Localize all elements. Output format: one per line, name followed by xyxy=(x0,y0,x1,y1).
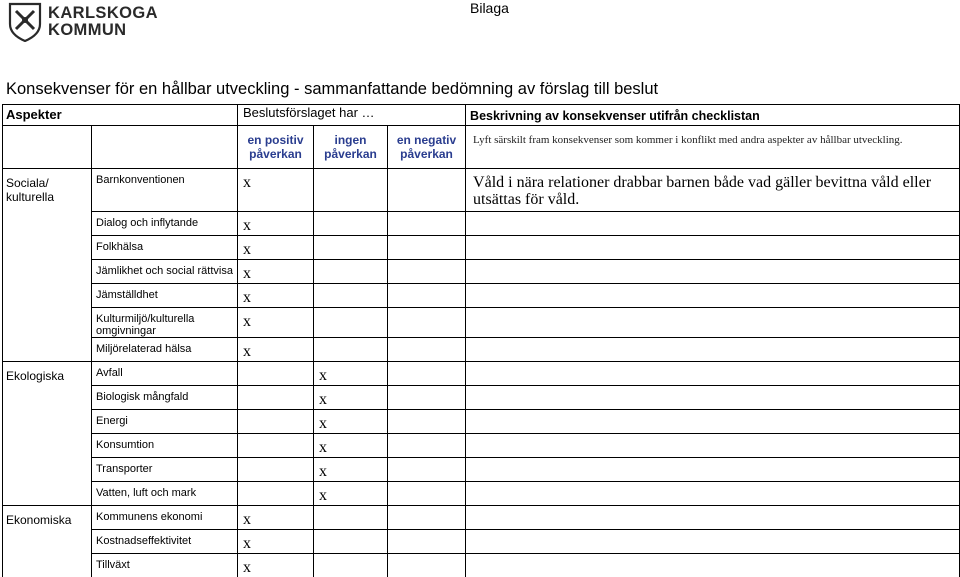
aspect-cell: Energi xyxy=(92,410,238,434)
mark-ingen: x xyxy=(314,362,388,386)
mark-ingen: x xyxy=(314,434,388,458)
lyft-instruction: Lyft särskilt fram konsekvenser som kommer i konflikt med andra aspekter av hållbar utveckling. xyxy=(466,126,960,169)
mark-ingen xyxy=(314,530,388,554)
mark-positiv xyxy=(238,362,314,386)
aspect-spacer xyxy=(92,126,238,169)
aspect-cell: Vatten, luft och mark xyxy=(92,482,238,506)
mark-positiv xyxy=(238,386,314,410)
mark-ingen xyxy=(314,212,388,236)
mark-positiv xyxy=(238,458,314,482)
table-row xyxy=(3,308,960,338)
mark-negativ xyxy=(388,506,466,530)
mark-negativ xyxy=(388,482,466,506)
beskrivning-header: Beskrivning av konsekvenser utifrån checklistan xyxy=(466,105,960,126)
mark-positiv: x xyxy=(238,554,314,577)
page-title: Konsekvenser för en hållbar utveckling - sammanfattande bedömning av förslag till beslut xyxy=(6,80,659,98)
mark-negativ xyxy=(388,458,466,482)
mark-positiv xyxy=(238,482,314,506)
mark-positiv: x xyxy=(238,284,314,308)
category-cell: Sociala/ kulturella xyxy=(3,169,92,362)
mark-ingen: x xyxy=(314,410,388,434)
aspect-cell: Transporter xyxy=(92,458,238,482)
aspekter-header: Aspekter xyxy=(3,105,238,126)
category-cell: Ekonomiska xyxy=(3,506,92,577)
category-spacer xyxy=(3,126,92,169)
mark-ingen: x xyxy=(314,386,388,410)
mark-ingen xyxy=(314,236,388,260)
table-row xyxy=(3,169,960,212)
table-row xyxy=(3,434,960,458)
description-cell xyxy=(466,554,960,577)
description-cell xyxy=(466,434,960,458)
aspect-cell: Konsumtion xyxy=(92,434,238,458)
aspect-cell: Miljörelaterad hälsa xyxy=(92,338,238,362)
aspect-cell: Folkhälsa xyxy=(92,236,238,260)
description-cell xyxy=(466,458,960,482)
aspect-cell: Kommunens ekonomi xyxy=(92,506,238,530)
mark-ingen: x xyxy=(314,482,388,506)
col-ingen-header: ingen påverkan xyxy=(314,126,388,169)
col-negativ-header: en negativ påverkan xyxy=(388,126,466,169)
mark-positiv: x xyxy=(238,260,314,284)
mark-negativ xyxy=(388,434,466,458)
mark-negativ xyxy=(388,362,466,386)
mark-positiv: x xyxy=(238,212,314,236)
table-row xyxy=(3,284,960,308)
description-cell xyxy=(466,260,960,284)
karlskoga-logo xyxy=(8,2,158,44)
table-row xyxy=(3,458,960,482)
aspect-cell: Jämställdhet xyxy=(92,284,238,308)
mark-negativ xyxy=(388,554,466,577)
table-row xyxy=(3,530,960,554)
description-cell xyxy=(466,284,960,308)
bilaga-label: Bilaga xyxy=(470,0,509,16)
description-cell xyxy=(466,386,960,410)
mark-ingen xyxy=(314,554,388,577)
table-row xyxy=(3,482,960,506)
description-cell xyxy=(466,308,960,338)
assessment-table xyxy=(2,104,960,577)
mark-ingen xyxy=(314,284,388,308)
table-row xyxy=(3,386,960,410)
mark-ingen: x xyxy=(314,458,388,482)
table-row xyxy=(3,554,960,577)
logo-line-1: KARLSKOGA xyxy=(48,4,158,22)
table-row xyxy=(3,362,960,386)
table-row xyxy=(3,338,960,362)
mark-negativ xyxy=(388,284,466,308)
mark-ingen xyxy=(314,169,388,212)
description-cell xyxy=(466,212,960,236)
mark-ingen xyxy=(314,506,388,530)
mark-negativ xyxy=(388,236,466,260)
table-row xyxy=(3,410,960,434)
aspect-cell: Jämlikhet och social rättvisa xyxy=(92,260,238,284)
table-row xyxy=(3,236,960,260)
category-cell: Ekologiska xyxy=(3,362,92,506)
mark-negativ xyxy=(388,338,466,362)
mark-positiv: x xyxy=(238,338,314,362)
beslut-header: Beslutsförslaget har … xyxy=(238,105,466,126)
description-cell xyxy=(466,530,960,554)
mark-positiv xyxy=(238,410,314,434)
mark-positiv: x xyxy=(238,169,314,212)
coat-of-arms-icon xyxy=(8,2,42,42)
aspect-cell: Kulturmiljö/kulturella omgivningar xyxy=(92,308,238,338)
table-row xyxy=(3,212,960,236)
mark-negativ xyxy=(388,212,466,236)
table-row xyxy=(3,260,960,284)
mark-positiv: x xyxy=(238,308,314,338)
mark-negativ xyxy=(388,169,466,212)
description-cell xyxy=(466,338,960,362)
mark-negativ xyxy=(388,410,466,434)
aspect-cell: Barnkonventionen xyxy=(92,169,238,212)
mark-negativ xyxy=(388,386,466,410)
mark-positiv: x xyxy=(238,530,314,554)
mark-ingen xyxy=(314,338,388,362)
mark-negativ xyxy=(388,308,466,338)
mark-negativ xyxy=(388,530,466,554)
description-cell xyxy=(466,482,960,506)
description-cell xyxy=(466,236,960,260)
aspect-cell: Avfall xyxy=(92,362,238,386)
mark-ingen xyxy=(314,260,388,284)
aspect-cell: Biologisk mångfald xyxy=(92,386,238,410)
aspect-cell: Kostnadseffektivitet xyxy=(92,530,238,554)
description-cell xyxy=(466,410,960,434)
mark-positiv: x xyxy=(238,506,314,530)
aspect-cell: Tillväxt xyxy=(92,554,238,577)
mark-negativ xyxy=(388,260,466,284)
mark-ingen xyxy=(314,308,388,338)
mark-positiv xyxy=(238,434,314,458)
col-positiv-header: en positiv påverkan xyxy=(238,126,314,169)
description-cell xyxy=(466,362,960,386)
mark-positiv: x xyxy=(238,236,314,260)
logo-line-2: KOMMUN xyxy=(48,21,127,39)
table-row xyxy=(3,506,960,530)
aspect-cell: Dialog och inflytande xyxy=(92,212,238,236)
description-cell: Våld i nära relationer drabbar barnen både vad gäller bevittna våld eller utsättas för våld. xyxy=(466,169,960,212)
description-cell xyxy=(466,506,960,530)
